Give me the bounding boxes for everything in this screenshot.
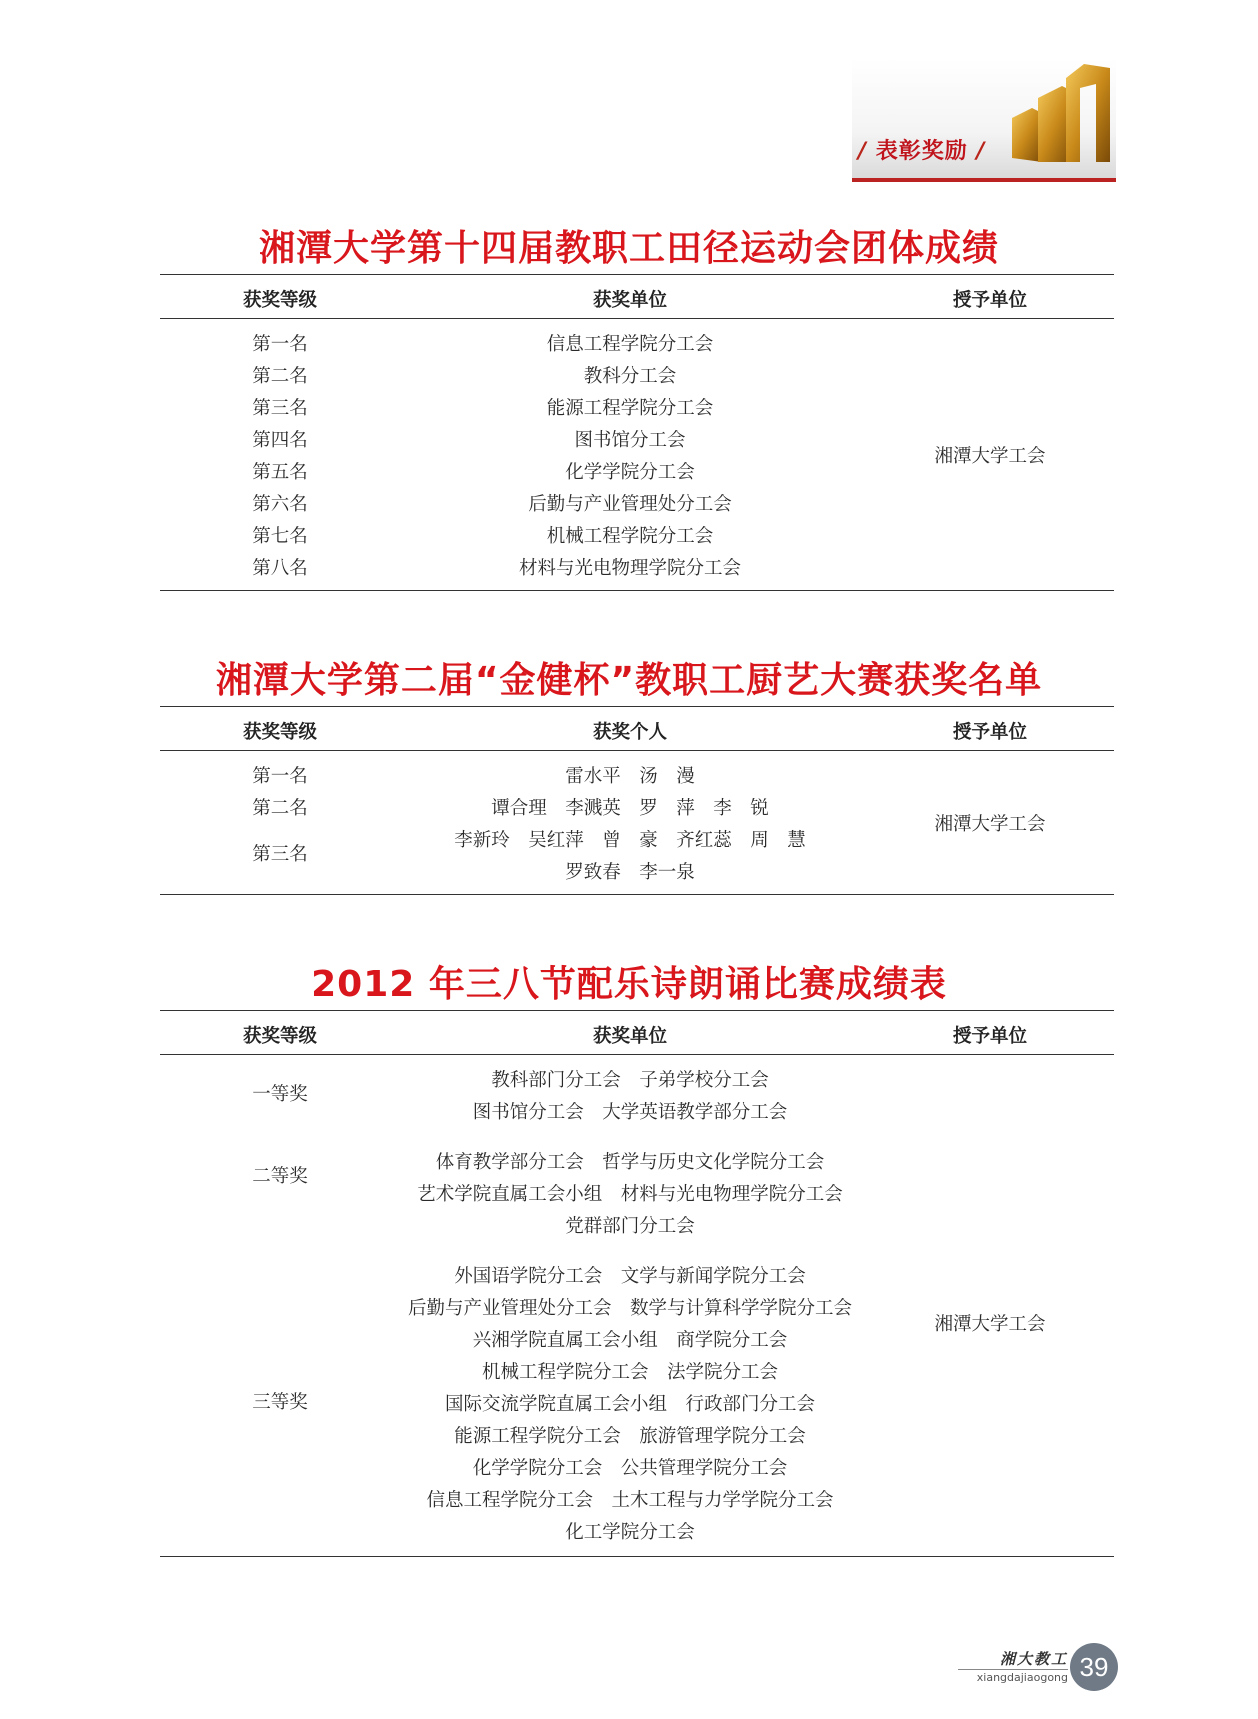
table2-names: 雷水平 汤 漫: [565, 766, 695, 787]
table1-unit: 图书馆分工会: [574, 430, 686, 451]
table3-unit-line: 化工学院分工会: [565, 1522, 695, 1543]
table1-bottom-rule: [160, 590, 1114, 591]
table1-rank: 第六名: [252, 494, 308, 515]
table2-grantor: 湘潭大学工会: [934, 814, 1046, 835]
table1-rank: 第八名: [252, 558, 308, 579]
table2-header-rank: 获奖等级: [242, 722, 317, 743]
table3-unit-line: 能源工程学院分工会 旅游管理学院分工会: [454, 1426, 806, 1447]
table2-rank: 第二名: [252, 798, 308, 819]
table3-grantor: 湘潭大学工会: [934, 1314, 1046, 1335]
table1-title: 湘潭大学第十四届教职工田径运动会团体成绩: [258, 228, 999, 269]
table2-names: 李新玲 吴红萍 曾 豪 齐红蕊 周 慧: [454, 830, 806, 851]
footer-brand: [958, 1648, 1068, 1684]
table1-rank: 第三名: [252, 398, 308, 419]
table3-unit-line: 党群部门分工会: [565, 1216, 695, 1237]
table1-unit: 教科分工会: [583, 366, 677, 387]
table2-title: 湘潭大学第二届“金健杯”教职工厨艺大赛获奖名单: [215, 660, 1043, 701]
table1-unit: 机械工程学院分工会: [546, 526, 714, 547]
table3-rank: 一等奖: [252, 1084, 308, 1105]
table2-rank: 第三名: [252, 844, 308, 865]
table3-unit-line: 国际交流学院直属工会小组 行政部门分工会: [444, 1394, 815, 1415]
table3-unit-line: 化学学院分工会 公共管理学院分工会: [472, 1458, 788, 1479]
table3-unit-line: 信息工程学院分工会 土木工程与力学学院分工会: [426, 1490, 834, 1511]
table1-unit: 能源工程学院分工会: [546, 398, 714, 419]
table3-header-rank: 获奖等级: [242, 1026, 317, 1047]
table1-grantor: 湘潭大学工会: [934, 446, 1046, 467]
table3-header-unit: 获奖单位: [592, 1026, 667, 1047]
table1-unit: 后勤与产业管理处分工会: [528, 494, 732, 515]
section-header-graphic: [852, 58, 1116, 182]
table3-unit-line: 教科部门分工会 子弟学校分工会: [491, 1070, 769, 1091]
table2-rank: 第一名: [252, 766, 308, 787]
table3-unit-line: 体育教学部分工会 哲学与历史文化学院分工会: [435, 1152, 825, 1173]
table1-rank: 第四名: [252, 430, 308, 451]
table2-names: 谭合理 李溅英 罗 萍 李 锐: [491, 798, 769, 819]
table3-unit-line: 兴湘学院直属工会小组 商学院分工会: [472, 1330, 788, 1351]
table3-rank: 三等奖: [252, 1392, 308, 1413]
footer-brand-name: 湘大教工: [999, 1650, 1068, 1668]
table1-unit: 化学学院分工会: [565, 462, 695, 483]
table3-unit-line: 机械工程学院分工会 法学院分工会: [481, 1362, 778, 1383]
table3-header-grantor: 授予单位: [952, 1026, 1027, 1047]
table3-bottom-rule: [160, 1556, 1114, 1557]
table3-unit-line: 外国语学院分工会 文学与新闻学院分工会: [454, 1266, 806, 1287]
table1-header-grantor: 授予单位: [952, 290, 1027, 311]
table2-header-rule: [160, 750, 1114, 751]
table1-rank: 第五名: [252, 462, 308, 483]
table3-title: 2012 年三八节配乐诗朗诵比赛成绩表: [311, 964, 947, 1005]
table1-unit: 信息工程学院分工会: [546, 334, 714, 355]
table1-header-rule: [160, 318, 1114, 319]
table2-names: 罗致春 李一泉: [565, 862, 695, 883]
table2-bottom-rule: [160, 894, 1114, 895]
page-number: 39: [1070, 1643, 1118, 1691]
table1-rank: 第一名: [252, 334, 308, 355]
table1-rank: 第七名: [252, 526, 308, 547]
table3-unit-line: 后勤与产业管理处分工会 数学与计算科学学院分工会: [407, 1298, 852, 1319]
table2-header-person: 获奖个人: [592, 722, 667, 743]
table1-top-rule: [160, 274, 1114, 275]
footer-brand-pinyin: xiangdajiaogong: [976, 1671, 1068, 1684]
section-tag: / 表彰奖励 /: [858, 139, 986, 164]
table2-top-rule: [160, 706, 1114, 707]
table2-header-grantor: 授予单位: [952, 722, 1027, 743]
table3-top-rule: [160, 1010, 1114, 1011]
table1-header-rank: 获奖等级: [242, 290, 317, 311]
table3-unit-line: 艺术学院直属工会小组 材料与光电物理学院分工会: [417, 1184, 843, 1205]
table3-unit-line: 图书馆分工会 大学英语教学部分工会: [472, 1102, 788, 1123]
table1-rank: 第二名: [252, 366, 308, 387]
table3-header-rule: [160, 1054, 1114, 1055]
table1-unit: 材料与光电物理学院分工会: [518, 558, 741, 579]
footer-divider: [958, 1669, 1068, 1670]
table3-rank: 二等奖: [252, 1166, 308, 1187]
table1-header-unit: 获奖单位: [592, 290, 667, 311]
